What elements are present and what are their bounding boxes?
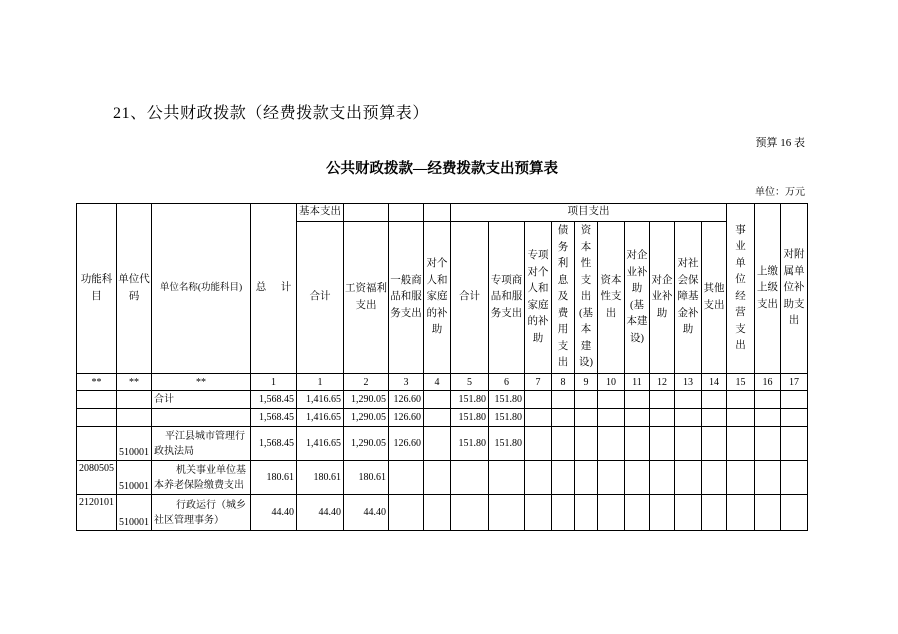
cell-unit-code: 510001: [117, 427, 152, 461]
index-cell: 4: [424, 374, 451, 391]
cell-enterprise-subsidy: [650, 391, 675, 409]
cell-remit-superior: [755, 461, 781, 495]
header-unit-code-label: 单位代码: [118, 274, 150, 302]
index-cell: 3: [389, 374, 424, 391]
cell-household-subsidy: [424, 409, 451, 427]
cell-special-goods-services: 151.80: [489, 409, 525, 427]
header-project-subtotal: [451, 222, 489, 374]
cell-other: [702, 461, 727, 495]
header-goods-services: [389, 222, 424, 374]
cell-capital-infrastructure: [575, 495, 598, 531]
header-special-goods-services-label: 专项商品和服务支出: [490, 274, 523, 319]
header-unit-name-label: 单位名称(功能科目): [159, 282, 243, 293]
index-cell: **: [117, 374, 152, 391]
header-enterprise-subsidy-infrastructure-label: 对企业补助(基本建设): [626, 250, 648, 344]
index-cell: **: [152, 374, 251, 391]
cell-func-code: 2120101: [77, 495, 117, 531]
index-cell: 14: [702, 374, 727, 391]
header-salary-welfare-label: 工资福利支出: [344, 283, 387, 311]
cell-basic-subtotal: 44.40: [297, 495, 344, 531]
cell-unit-name: 机关事业单位基本养老保险缴费支出: [152, 461, 251, 495]
table-row: [77, 495, 808, 531]
cell-unit-name: 行政运行（城乡社区管理事务）: [152, 495, 251, 531]
header-business-operation-label: 事业单位经营支出: [735, 224, 746, 351]
header-blank: [344, 204, 389, 222]
cell-goods-services: 126.60: [389, 427, 424, 461]
cell-unit-code: [117, 409, 152, 427]
cell-remit-superior: [755, 427, 781, 461]
cell-remit-superior: [755, 409, 781, 427]
cell-debt-interest: [552, 409, 575, 427]
table-row: [77, 461, 808, 495]
header-enterprise-subsidy-label: 对企业补助: [651, 274, 673, 319]
index-cell: 17: [781, 374, 808, 391]
header-household-subsidy-label: 对个人和家庭的补助: [426, 258, 448, 336]
cell-total: 44.40: [251, 495, 297, 531]
header-salary-welfare: [344, 222, 389, 374]
cell-household-subsidy: [424, 495, 451, 531]
index-cell: 11: [625, 374, 650, 391]
header-blank: [389, 204, 424, 222]
header-capital-infrastructure: [575, 222, 598, 374]
cell-business-operation: [727, 427, 755, 461]
cell-special-household-subsidy: [525, 409, 552, 427]
cell-basic-subtotal: 1,416.65: [297, 427, 344, 461]
cell-unit-code: 510001: [117, 461, 152, 495]
header-func-subject: [77, 204, 117, 374]
index-cell: 12: [650, 374, 675, 391]
cell-capital: [598, 495, 625, 531]
cell-total: 1,568.45: [251, 427, 297, 461]
cell-func-code: [77, 427, 117, 461]
cell-capital-infrastructure: [575, 391, 598, 409]
cell-special-goods-services: [489, 495, 525, 531]
cell-household-subsidy: [424, 391, 451, 409]
header-unit-code: [117, 204, 152, 374]
cell-social-security-fund: [675, 409, 702, 427]
cell-social-security-fund: [675, 495, 702, 531]
cell-enterprise-subsidy: [650, 427, 675, 461]
cell-business-operation: [727, 409, 755, 427]
cell-special-household-subsidy: [525, 427, 552, 461]
index-cell: 6: [489, 374, 525, 391]
cell-household-subsidy: [424, 427, 451, 461]
header-capital: [598, 222, 625, 374]
cell-social-security-fund: [675, 427, 702, 461]
cell-special-goods-services: [489, 461, 525, 495]
cell-project-subtotal: 151.80: [451, 391, 489, 409]
header-group-row: [77, 204, 808, 222]
index-cell: 15: [727, 374, 755, 391]
cell-other: [702, 409, 727, 427]
cell-unit-code: [117, 391, 152, 409]
header-enterprise-subsidy: [650, 222, 675, 374]
header-remit-superior: [755, 204, 781, 374]
table-number: 预算 16 表: [755, 137, 805, 149]
cell-subsidiary-subsidy: [781, 409, 808, 427]
header-debt-interest: [552, 222, 575, 374]
cell-special-household-subsidy: [525, 461, 552, 495]
index-cell: **: [77, 374, 117, 391]
cell-goods-services: 126.60: [389, 409, 424, 427]
cell-salary-welfare: 1,290.05: [344, 409, 389, 427]
cell-salary-welfare: 180.61: [344, 461, 389, 495]
cell-project-subtotal: [451, 495, 489, 531]
cell-subsidiary-subsidy: [781, 461, 808, 495]
cell-enterprise-subsidy-infrastructure: [625, 409, 650, 427]
cell-salary-welfare: 1,290.05: [344, 391, 389, 409]
cell-other: [702, 495, 727, 531]
cell-capital: [598, 409, 625, 427]
index-cell: 1: [251, 374, 297, 391]
header-social-security-fund: [675, 222, 702, 374]
cell-other: [702, 427, 727, 461]
cell-unit-code: 510001: [117, 495, 152, 531]
cell-debt-interest: [552, 391, 575, 409]
cell-capital-infrastructure: [575, 461, 598, 495]
cell-basic-subtotal: 1,416.65: [297, 391, 344, 409]
cell-basic-subtotal: 180.61: [297, 461, 344, 495]
cell-social-security-fund: [675, 391, 702, 409]
cell-enterprise-subsidy: [650, 409, 675, 427]
cell-other: [702, 391, 727, 409]
header-total: [251, 204, 297, 374]
cell-enterprise-subsidy-infrastructure: [625, 427, 650, 461]
cell-total: 1,568.45: [251, 409, 297, 427]
page-title: 公共财政拨款—经费拨款支出预算表: [326, 161, 558, 177]
cell-goods-services: 126.60: [389, 391, 424, 409]
cell-business-operation: [727, 391, 755, 409]
header-other: [702, 222, 727, 374]
cell-debt-interest: [552, 427, 575, 461]
header-unit-name: [152, 204, 251, 374]
header-func-subject-label: 功能科目: [80, 274, 113, 302]
cell-special-goods-services: 151.80: [489, 427, 525, 461]
header-capital-infrastructure-label: 资本性支出(基本建设): [579, 225, 593, 369]
header-debt-interest-label: 债务利息及费用支出: [557, 225, 569, 369]
header-social-security-fund-label: 对社会保障基金补助: [677, 258, 699, 336]
cell-project-subtotal: 151.80: [451, 409, 489, 427]
cell-project-subtotal: [451, 461, 489, 495]
header-group-basic-label: 基本支出: [299, 206, 341, 218]
cell-total: 1,568.45: [251, 391, 297, 409]
header-goods-services-label: 一般商品和服务支出: [390, 274, 422, 319]
header-remit-superior-label: 上缴上级支出: [757, 265, 779, 310]
header-project-subtotal-label: 合计: [459, 290, 480, 302]
cell-func-code: 2080505: [77, 461, 117, 495]
cell-household-subsidy: [424, 461, 451, 495]
section-title: 21、公共财政拨款（经费拨款支出预算表）: [113, 105, 430, 122]
index-cell: 10: [598, 374, 625, 391]
cell-salary-welfare: 1,290.05: [344, 427, 389, 461]
cell-enterprise-subsidy-infrastructure: [625, 495, 650, 531]
cell-enterprise-subsidy-infrastructure: [625, 461, 650, 495]
cell-debt-interest: [552, 495, 575, 531]
header-basic-subtotal: [297, 222, 344, 374]
cell-debt-interest: [552, 461, 575, 495]
index-cell: 16: [755, 374, 781, 391]
cell-enterprise-subsidy-infrastructure: [625, 391, 650, 409]
header-group-project-label: 项目支出: [567, 206, 610, 218]
index-cell: 9: [575, 374, 598, 391]
header-special-household-subsidy: [525, 222, 552, 374]
cell-business-operation: [727, 461, 755, 495]
cell-capital: [598, 461, 625, 495]
cell-basic-subtotal: 1,416.65: [297, 409, 344, 427]
cell-capital: [598, 391, 625, 409]
table-row: [77, 409, 808, 427]
index-cell: 13: [675, 374, 702, 391]
cell-goods-services: [389, 495, 424, 531]
cell-func-code: [77, 391, 117, 409]
cell-subsidiary-subsidy: [781, 427, 808, 461]
cell-remit-superior: [755, 391, 781, 409]
header-special-household-subsidy-label: 专项对个人和家庭的补助: [527, 250, 549, 344]
index-row: [77, 374, 808, 391]
index-cell: 1: [297, 374, 344, 391]
cell-goods-services: [389, 461, 424, 495]
cell-capital: [598, 427, 625, 461]
table-row-grand-total: [77, 391, 808, 409]
cell-subsidiary-subsidy: [781, 495, 808, 531]
header-subsidiary-subsidy-label: 对附属单位补助支出: [783, 249, 805, 327]
index-cell: 7: [525, 374, 552, 391]
cell-func-code: [77, 409, 117, 427]
cell-salary-welfare: 44.40: [344, 495, 389, 531]
cell-subsidiary-subsidy: [781, 391, 808, 409]
cell-total: 180.61: [251, 461, 297, 495]
cell-project-subtotal: 151.80: [451, 427, 489, 461]
unit-label: 单位：万元: [755, 187, 805, 198]
cell-business-operation: [727, 495, 755, 531]
cell-special-household-subsidy: [525, 391, 552, 409]
header-business-operation: [727, 204, 755, 374]
header-blank: [424, 204, 451, 222]
header-enterprise-subsidy-infrastructure: [625, 222, 650, 374]
header-group-basic: [297, 204, 344, 222]
index-cell: 5: [451, 374, 489, 391]
header-subsidiary-subsidy: [781, 204, 808, 374]
index-cell: 2: [344, 374, 389, 391]
index-cell: 8: [552, 374, 575, 391]
cell-capital-infrastructure: [575, 409, 598, 427]
cell-enterprise-subsidy: [650, 461, 675, 495]
cell-unit-name: [152, 409, 251, 427]
cell-unit-name: 平江县城市管理行政执法局: [152, 427, 251, 461]
cell-enterprise-subsidy: [650, 495, 675, 531]
header-household-subsidy: [424, 222, 451, 374]
header-other-label: 其他支出: [703, 283, 725, 311]
budget-table: [76, 203, 808, 531]
header-total-label: 总 计: [255, 281, 292, 293]
cell-capital-infrastructure: [575, 427, 598, 461]
header-basic-subtotal-label: 合计: [309, 290, 331, 302]
header-capital-label: 资本性支出: [600, 274, 622, 319]
cell-unit-name: 合计: [152, 391, 251, 409]
header-group-project: [451, 204, 727, 222]
table-row: [77, 427, 808, 461]
cell-social-security-fund: [675, 461, 702, 495]
cell-special-goods-services: 151.80: [489, 391, 525, 409]
cell-special-household-subsidy: [525, 495, 552, 531]
cell-remit-superior: [755, 495, 781, 531]
header-special-goods-services: [489, 222, 525, 374]
